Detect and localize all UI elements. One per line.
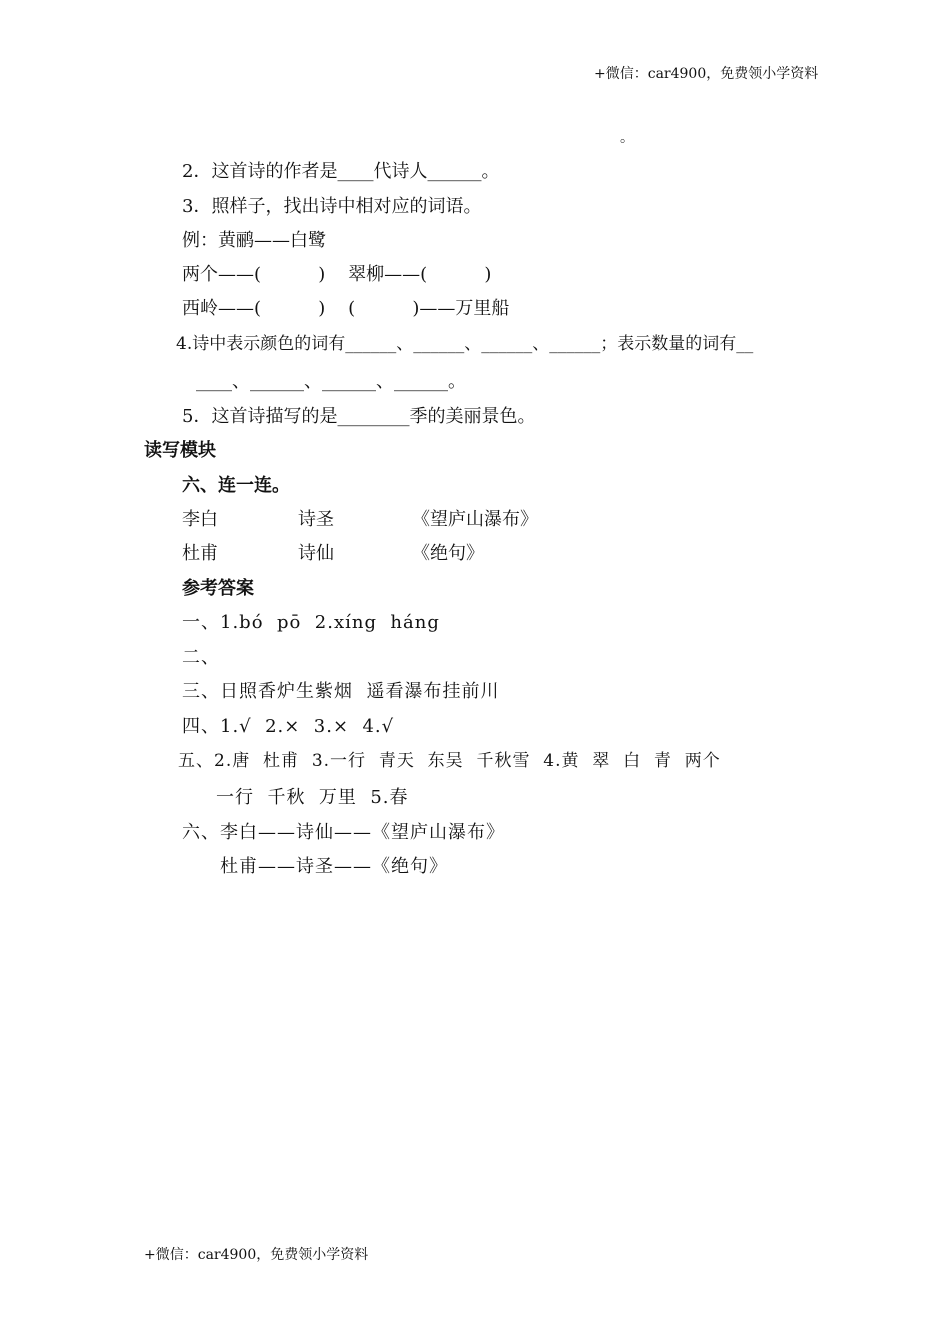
answer-6-line-2: 杜甫——诗圣——《绝句》	[220, 856, 448, 877]
match-poet: 李白	[182, 509, 218, 530]
answer-2: 二、	[182, 647, 220, 668]
answer-5-line-2: 一行 千秋 万里 5.春	[216, 787, 409, 808]
question-3-pair-row-2: 西岭——( ) ( )——万里船	[182, 298, 510, 319]
match-title: 诗仙	[298, 543, 334, 564]
answer-5-line-1: 五、2.唐 杜甫 3.一行 青天 东吴 千秋雪 4.黄 翠 白 青 两个	[178, 751, 721, 771]
answer-1: 一、1.bó pō 2.xíng háng	[182, 612, 440, 633]
footer-watermark: +微信：car4900，免费领小学资料	[144, 1247, 369, 1263]
header-watermark: +微信：car4900，免费领小学资料	[594, 66, 819, 82]
answer-4: 四、1.√ 2.× 3.× 4.√	[182, 716, 395, 737]
question-6-title: 六、连一连。	[182, 475, 290, 496]
answers-title: 参考答案	[182, 578, 254, 599]
section-title: 读写模块	[144, 440, 216, 461]
question-5: 5．这首诗描写的是________季的美丽景色。	[182, 406, 536, 427]
match-title: 诗圣	[298, 509, 334, 530]
question-3: 3．照样子，找出诗中相对应的词语。	[182, 196, 482, 217]
match-poem: 《绝句》	[412, 543, 484, 564]
match-poet: 杜甫	[182, 543, 218, 564]
question-4-line-2: ____、______、______、______。	[196, 371, 466, 392]
answer-3: 三、日照香炉生紫烟 遥看瀑布挂前川	[182, 681, 500, 702]
match-poem: 《望庐山瀑布》	[412, 509, 538, 530]
answer-6-line-1: 六、李白——诗仙——《望庐山瀑布》	[182, 822, 505, 843]
question-2: 2．这首诗的作者是____代诗人______。	[182, 161, 500, 182]
period-mark: 。	[620, 130, 634, 146]
question-4-line-1: 4.诗中表示颜色的词有______、______、______、______；表示数量的词有__	[176, 334, 754, 354]
question-3-example: 例：黄鹂——白鹭	[182, 230, 326, 251]
question-3-pair-row-1: 两个——( ) 翠柳——( )	[182, 264, 492, 285]
